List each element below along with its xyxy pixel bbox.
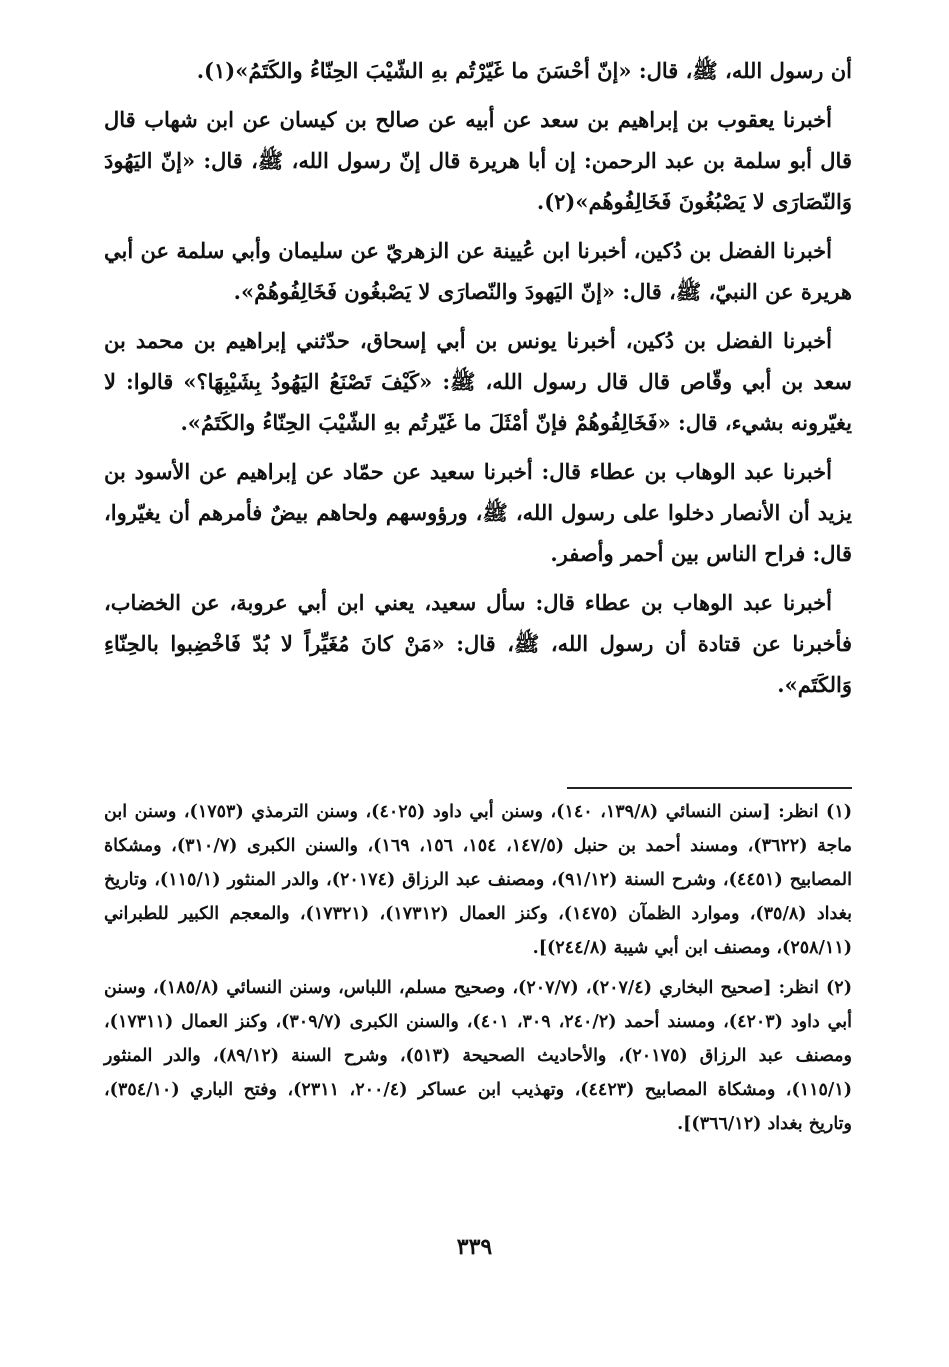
paragraph-continuation: أن رسول الله، ﷺ، قال: «إنّ أحْسَنَ ما غَيّرْتُم بهِ الشّيْبَ الحِنّاءُ والكَتَمُ»(١). (196, 58, 852, 83)
paragraph-hadith-6: أخبرنا عبد الوهاب بن عطاء قال: سأل سعيد، يعني ابن أبي عروبة، عن الخضاب، فأخبرنا عن قتادة أن رسول الله، ﷺ، قال: «مَنْ كانَ مُغَيِّراً لا بُدّ فَاخْضِبوا بالحِنّاءِ وَالكَتَم». (104, 590, 852, 697)
paragraph-hadith-4: أخبرنا الفضل بن دُكين، أخبرنا يونس بن أبي إسحاق، حدّثني إبراهيم بن محمد بن سعد بن أبي وقّاص قال قال رسول الله، ﷺ: «كَيْفَ تَصْنَعُ اليَهُودُ بِشَيْبِهَا؟» قالوا: لا يغيّرونه بشيء، قال: «فَخَالِفُوهُمْ فإنّ أمْثَلَ ما غَيّرتُم بهِ الشّيْبَ الحِنّاءُ والكَتَمُ». (104, 328, 852, 435)
footnote-2: (٢) انظر: [صحيح البخاري (٢٠٧/٤)، (٢٠٧/٧)، وصحيح مسلم، اللباس، وسنن النسائي (١٨٥/٨)، وسنن أبي داود (٤٢٠٣)، ومسند أحمد (٢٤٠/٢، ٣٠٩، ٤٠١)، والسنن الكبرى (٣٠٩/٧)، وكنز العمال (١٧٣١١)، ومصنف عبد الرزاق (٢٠١٧٥)، والأحاديث الصحيحة (٥١٣)، وشرح السنة (٨٩/١٢)، والدر المنثور (١١٥/١)، ومشكاة المصابيح (٤٤٢٣)، وتهذيب ابن عساكر (٢٠٠/٤، ٢٣١١)، وفتح الباري (٣٥٤/١٠)، وتاريخ بغداد (٣٦٦/١٢)]. (104, 978, 853, 1134)
page-number: ٣٣٩ (456, 1234, 493, 1260)
paragraph-hadith-3: أخبرنا الفضل بن دُكين، أخبرنا ابن عُيينة عن الزهريّ عن سليمان وأبي سلمة عن أبي هريرة عن النبيّ، ﷺ، قال: «إنّ اليَهودَ والنّصارَى لا يَصْبغُون فَخَالِفُوهُمْ». (104, 238, 852, 304)
footnote-divider (567, 787, 852, 789)
paragraph-hadith-2: أخبرنا يعقوب بن إبراهيم بن سعد عن أبيه عن صالح بن كيسان عن ابن شهاب قال قال أبو سلمة بن عبد الرحمن: إن أبا هريرة قال إنّ رسول الله، ﷺ، قال: «إنّ اليَهُودَ وَالنّصَارَى لا يَصْبُغُونَ فَخَالِفُوهُم»(٢). (104, 107, 852, 214)
footnote-1: (١) انظر: [سنن النسائي (١٣٩/٨، ١٤٠)، وسنن أبي داود (٤٠٢٥)، وسنن الترمذي (١٧٥٣)، وسنن ابن ماجة (٣٦٢٢)، ومسند أحمد بن حنبل (١٤٧/٥، ١٥٤، ١٥٦، ١٦٩)، والسنن الكبرى (٣١٠/٧)، ومشكاة المصابيح (٤٤٥١)، وشرح السنة (٩١/١٢)، ومصنف عبد الرزاق (٢٠١٧٤)، والدر المنثور (١١٥/١)، وتاريخ بغداد (٣٥/٨)، وموارد الظمآن (١٤٧٥)، وكنز العمال (١٧٣١٢)، (١٧٣٢١)، والمعجم الكبير للطبراني (٢٥٨/١١)، ومصنف ابن أبي شيبة (٢٤٤/٨)]. (104, 802, 852, 958)
paragraph-hadith-5: أخبرنا عبد الوهاب بن عطاء قال: أخبرنا سعيد عن حمّاد عن إبراهيم عن الأسود بن يزيد أن الأنصار دخلوا على رسول الله، ﷺ، ورؤوسهم ولحاهم بيضٌ فأمرهم أن يغيّروا، قال: فراح الناس بين أحمر وأصفر. (104, 459, 852, 566)
footnotes-section (104, 795, 852, 1147)
main-text-body (104, 50, 852, 713)
